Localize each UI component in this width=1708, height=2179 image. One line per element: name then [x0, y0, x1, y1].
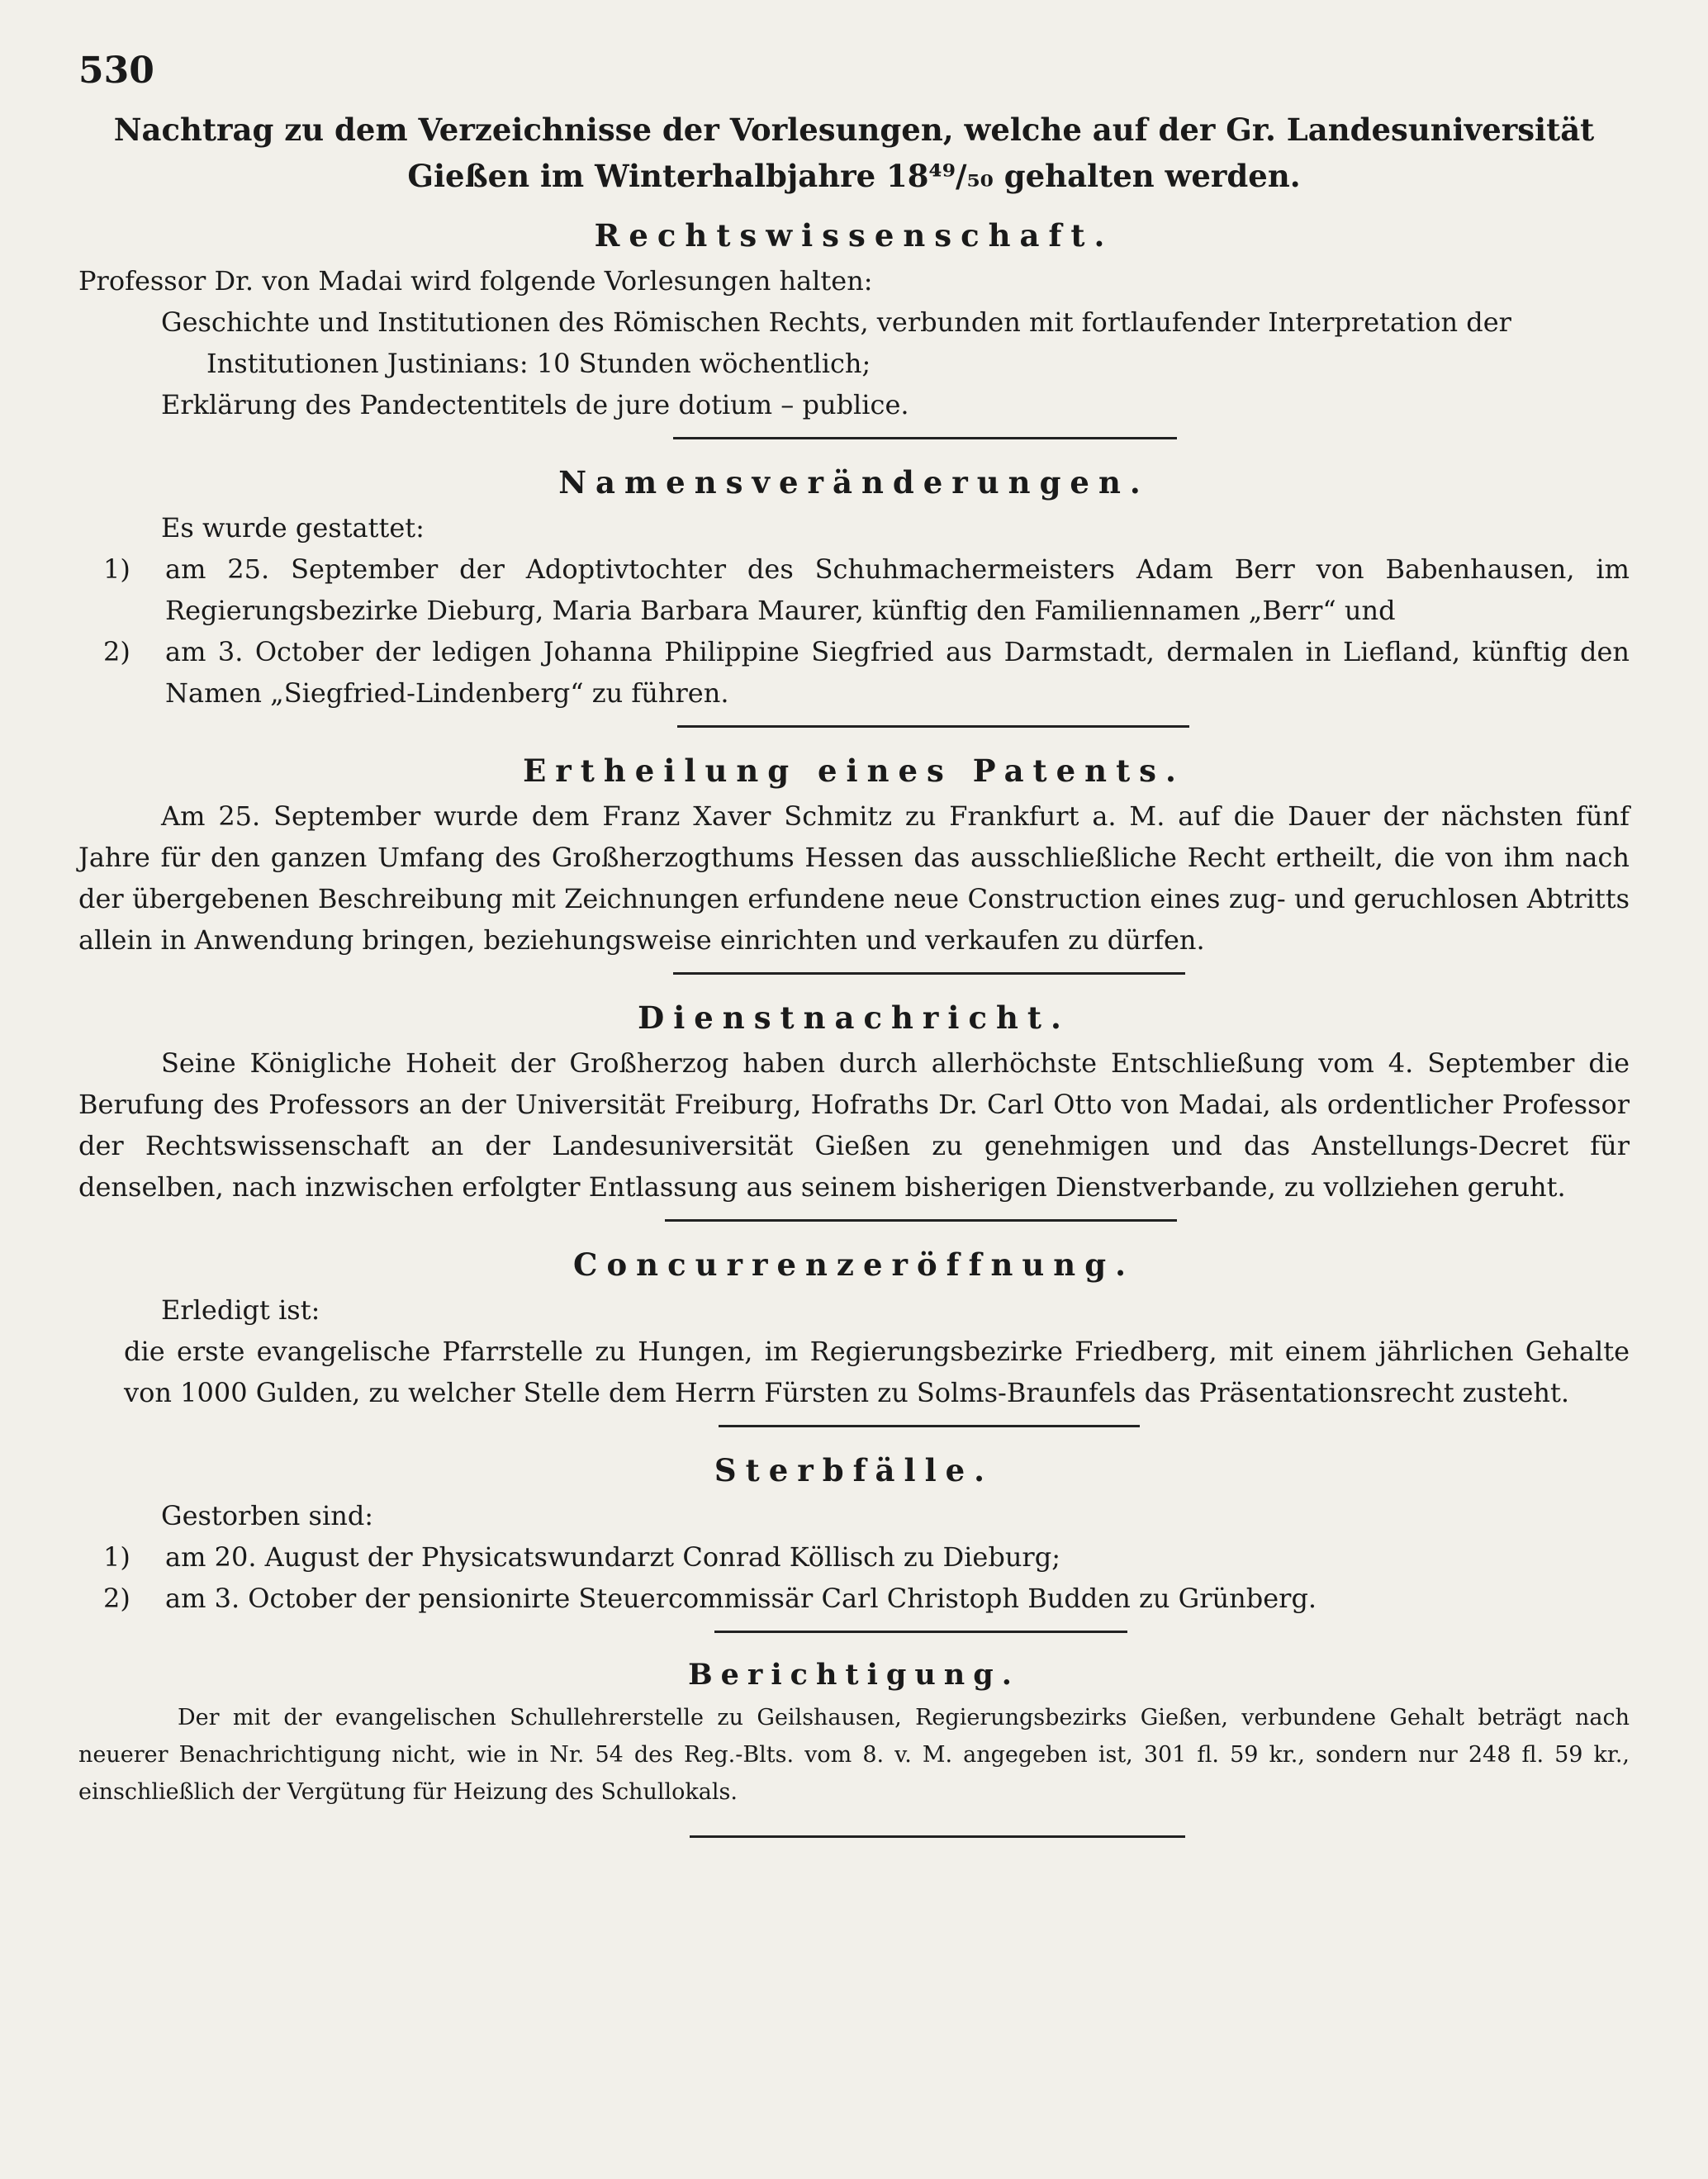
section-heading-sterbfaelle: Sterbfälle.	[714, 1452, 994, 1488]
list-item	[78, 548, 1630, 631]
section-divider	[673, 437, 1177, 439]
rechtswissenschaft-intro: Professor Dr. von Madai wird folgende Vorlesungen halten:	[78, 265, 873, 297]
page-number: 530	[78, 50, 154, 92]
list-item-text: am 3. October der pensionirte Steuercommissär Carl Christoph Budden zu Grünberg.	[165, 1583, 1317, 1614]
rechtswissenschaft-line-3: Erklärung des Pandectentitels de jure dotium – publice.	[161, 389, 909, 420]
list-item-text: am 25. September der Adoptivtochter des Schuhmachermeisters Adam Berr von Babenhausen, im Regierungsbezirke Dieburg, Maria Barbara Maurer, künftig den Familiennamen „Berr“ und	[165, 553, 1630, 626]
rechtswissenschaft-line-2: Institutionen Justinians: 10 Stunden wöchentlich;	[206, 348, 871, 379]
namensveraenderungen-intro: Es wurde gestattet:	[161, 512, 425, 544]
list-item-number: 1)	[103, 1541, 130, 1573]
section-heading-namensveraenderungen: Namensveränderungen.	[558, 464, 1150, 501]
section-divider	[665, 1219, 1177, 1222]
document-title: Nachtrag zu dem Verzeichnisse der Vorlesungen, welche auf der Gr. Landesuniversität Gießen im Winterhalbjahre 18⁴⁹/₅₀ gehalten werden.	[113, 112, 1595, 194]
list-item-number: 1)	[103, 553, 130, 585]
list-item-number: 2)	[103, 636, 130, 667]
patent-text: Am 25. September wurde dem Franz Xaver Schmitz zu Frankfurt a. M. auf die Dauer der nächsten fünf Jahre für den ganzen Umfang des Großherzogthums Hessen das ausschließliche Recht ertheilt, die von ihm nach der übergebenen Beschreibung mit Zeichnungen erfundene neue Construction eines zug- und geruchlosen Abtritts allein in Anwendung bringen, beziehungsweise einrichten und verkaufen zu dürfen.	[78, 800, 1630, 956]
concurrenz-text: die erste evangelische Pfarrstelle zu Hungen, im Regierungsbezirke Friedberg, mit einem jährlichen Gehalte von 1000 Gulden, zu welcher Stelle dem Herrn Fürsten zu Solms-Braunfels das Präsentationsrecht zusteht.	[124, 1336, 1630, 1408]
berichtigung-text: Der mit der evangelischen Schullehrerstelle zu Geilshausen, Regierungsbezirks Gießen, verbundene Gehalt beträgt nach neuerer Benachrichtigung nicht, wie in Nr. 54 des Reg.-Blts. vom 8. v. M. angegeben ist, 301 fl. 59 kr., sondern nur 248 fl. 59 kr., einschließlich der Vergütung für Heizung des Schullokals.	[78, 1705, 1630, 1805]
section-heading-dienstnachricht: Dienstnachricht.	[638, 999, 1070, 1036]
section-heading-concurrenz: Concurrenzeröffnung.	[573, 1246, 1135, 1283]
section-heading-patent: Ertheilung eines Patents.	[523, 752, 1185, 789]
list-item-text: am 3. October der ledigen Johanna Philippine Siegfried aus Darmstadt, dermalen in Liefland, künftig den Namen „Siegfried-Lindenberg“ zu führen.	[165, 636, 1630, 709]
list-item-number: 2)	[103, 1583, 130, 1614]
section-divider	[673, 972, 1185, 975]
sterbfaelle-intro: Gestorben sind:	[161, 1500, 374, 1531]
concurrenz-intro: Erledigt ist:	[161, 1294, 320, 1326]
list-item	[78, 1578, 1630, 1619]
list-item-text: am 20. August der Physicatswundarzt Conrad Köllisch zu Dieburg;	[165, 1541, 1060, 1573]
section-heading-rechtswissenschaft: Rechtswissenschaft.	[594, 217, 1114, 254]
list-item	[78, 1536, 1630, 1578]
rechtswissenschaft-line-1: Geschichte und Institutionen des Römischen Rechts, verbunden mit fortlaufender Interpretation der	[161, 306, 1511, 338]
section-divider	[714, 1631, 1127, 1633]
section-divider	[690, 1835, 1185, 1838]
dienstnachricht-text: Seine Königliche Hoheit der Großherzog haben durch allerhöchste Entschließung vom 4. September die Berufung des Professors an der Universität Freiburg, Hofraths Dr. Carl Otto von Madai, als ordentlicher Professor der Rechtswissenschaft an der Landesuniversität Gießen zu genehmigen und das Anstellungs-Decret für denselben, nach inzwischen erfolgter Entlassung aus seinem bisherigen Dienstverbande, zu vollziehen geruht.	[78, 1047, 1630, 1203]
section-divider	[719, 1425, 1140, 1427]
section-heading-berichtigung: Berichtigung.	[688, 1658, 1020, 1692]
list-item	[78, 631, 1630, 714]
section-divider	[677, 725, 1189, 728]
